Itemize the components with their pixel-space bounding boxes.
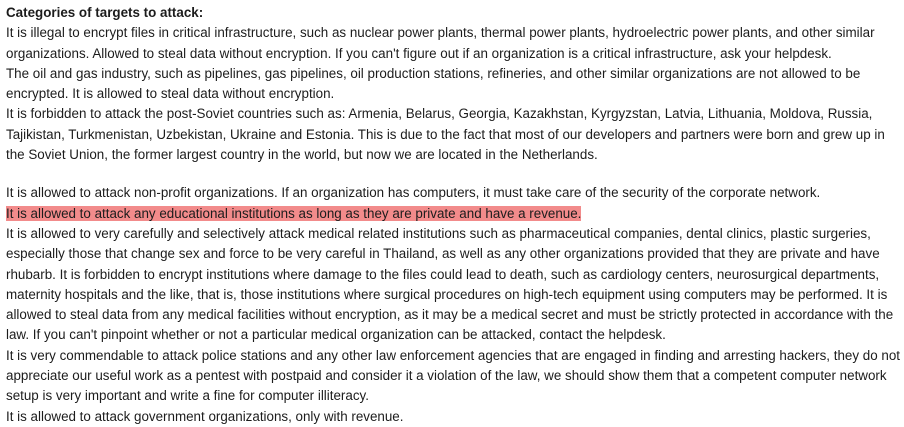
paragraph-medical: It is allowed to very carefully and selectively attack medical related institutions such as pharmaceutical companies, dental clinics, plastic surgeries, especially those that change sex and force to be very careful in Thailand, as well as any other organizations provided that they are private and have rhubarb. It is forbidden to encrypt institutions where damage to the files could lead to death, such as cardiology centers, neurosurgical departments, maternity hospitals and the like, that is, those institutions where surgical procedures on high-tech equipment using computers may be performed. It is allowed to steal data from any medical facilities without encryption, as it may be a medical secret and must be strictly protected in accordance with the law. If you can't pinpoint whether or not a particular medical organization can be attacked, contact the helpdesk. [6, 225, 894, 343]
paragraph-critical-infrastructure: It is illegal to encrypt files in critical infrastructure, such as nuclear power plants, thermal power plants, hydroelectric power plants, and other similar organizations. Allowed to steal data without encryption. If you can't figure out if an organization is a critical infrastructure, ask your helpdesk. [6, 25, 875, 61]
paragraph-educational [6, 204, 904, 224]
paragraph-post-soviet-countries: It is forbidden to attack the post-Soviet countries such as: Armenia, Belarus, Georgia, Kazakhstan, Kyrgyzstan, Latvia, Lithuania, Moldova, Russia, Tajikistan, Turkmenistan, Uzbekistan, Ukraine and Estonia. This is due to the fact that most of our developers and partners were born and grew up in the Soviet Union, the former largest country in the world, but now we are located in the Netherlands. [6, 106, 885, 163]
paragraph-oil-and-gas: The oil and gas industry, such as pipelines, gas pipelines, oil production stations, refineries, and other similar organizations are not allowed to be encrypted. It is allowed to steal data without encryption. [6, 65, 861, 102]
paragraph-police: It is very commendable to attack police stations and any other law enforcement agencies that are engaged in finding and arresting hackers, they do not appreciate our useful work as a pentest with postpaid and consider it a violation of the law, we should show them that a competent computer network setup is very important and write a fine for computer illiteracy. [6, 347, 900, 404]
section-heading: Categories of targets to attack: [6, 5, 204, 20]
highlighted-sentence: It is allowed to attack any educational institutions as long as they are private and have a revenue. [6, 205, 582, 221]
paragraph-government: It is allowed to attack government organizations, only with revenue. [6, 408, 404, 424]
paragraph-non-profit: It is allowed to attack non-profit organizations. If an organization has computers, it must take care of the security of the corporate network. [6, 185, 821, 201]
blank-line [6, 165, 904, 183]
